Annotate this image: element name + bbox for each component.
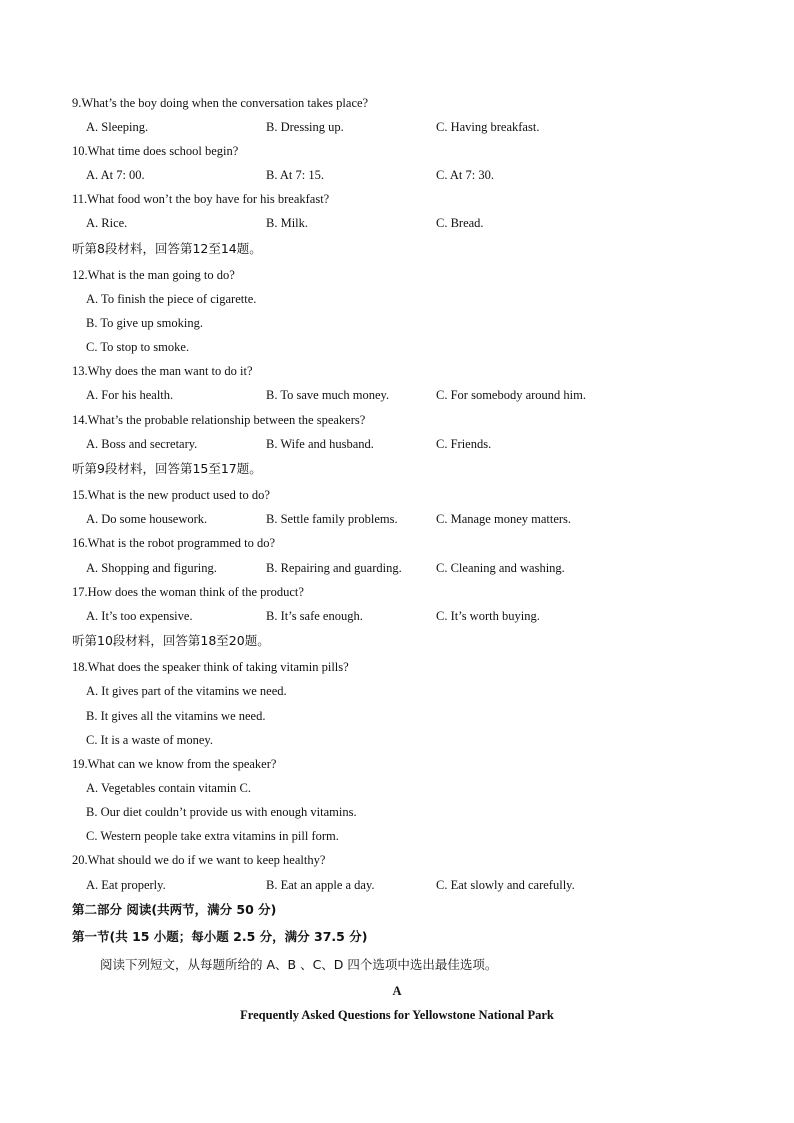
question-12: 12.What is the man going to do? — [72, 268, 235, 282]
options-13 — [0, 387, 794, 403]
part-2-heading: 第二部分 阅读(共两节，满分 50 分) — [72, 902, 277, 917]
section-9-heading: 听第9段材料，回答第15至17题。 — [72, 461, 262, 476]
option-c: C. Cleaning and washing. — [436, 561, 565, 575]
option-c: C. It is a waste of money. — [86, 733, 213, 747]
question-16: 16.What is the robot programmed to do? — [72, 536, 276, 550]
question-19: 19.What can we know from the speaker? — [72, 757, 277, 771]
question-17: 17.How does the woman think of the product? — [72, 585, 304, 599]
option-b: B. Our diet couldn’t provide us with enough vitamins. — [86, 805, 357, 819]
option-b: B. To save much money. — [266, 388, 390, 402]
options-11 — [0, 215, 794, 231]
options-10 — [0, 167, 794, 183]
option-c: C. To stop to smoke. — [86, 340, 190, 354]
option-b: B. Dressing up. — [266, 120, 344, 134]
option-c: C. Having breakfast. — [436, 120, 540, 134]
option-b: B. It’s safe enough. — [266, 609, 363, 623]
option-c: C. For somebody around him. — [436, 388, 586, 402]
option-a: A. It’s too expensive. — [86, 609, 193, 623]
options-15 — [0, 511, 794, 527]
option-b: B. Eat an apple a day. — [266, 878, 375, 892]
option-c: C. Eat slowly and carefully. — [436, 878, 575, 892]
option-b: B. Wife and husband. — [266, 437, 374, 451]
question-13: 13.Why does the man want to do it? — [72, 364, 253, 378]
options-14 — [0, 436, 794, 452]
options-9 — [0, 119, 794, 135]
passage-title: Frequently Asked Questions for Yellowstone National Park — [240, 1008, 554, 1022]
option-a: A. Vegetables contain vitamin C. — [86, 781, 252, 795]
option-c: C. Manage money matters. — [436, 512, 572, 526]
passage-letter: A — [392, 984, 402, 998]
option-c: C. Bread. — [436, 216, 484, 230]
question-9: 9.What’s the boy doing when the conversation takes place? — [72, 96, 369, 110]
options-16 — [0, 560, 794, 576]
option-c: C. It’s worth buying. — [436, 609, 540, 623]
options-20 — [0, 877, 794, 893]
question-18: 18.What does the speaker think of taking vitamin pills? — [72, 660, 349, 674]
question-20: 20.What should we do if we want to keep healthy? — [72, 853, 326, 867]
option-a: A. Shopping and figuring. — [86, 561, 217, 575]
option-a: A. Sleeping. — [86, 120, 149, 134]
option-b: B. Repairing and guarding. — [266, 561, 402, 575]
option-a: A. Boss and secretary. — [86, 437, 198, 451]
section-8-heading: 听第8段材料，回答第12至14题。 — [72, 241, 262, 256]
option-a: A. To finish the piece of cigarette. — [86, 292, 257, 306]
question-10: 10.What time does school begin? — [72, 144, 239, 158]
option-b: B. Milk. — [266, 216, 309, 230]
option-a: A. At 7: 00. — [86, 168, 145, 182]
option-a: A. For his health. — [86, 388, 174, 402]
option-a: A. Eat properly. — [86, 878, 166, 892]
option-b: B. At 7: 15. — [266, 168, 324, 182]
option-a: A. Rice. — [86, 216, 128, 230]
option-c: C. Western people take extra vitamins in pill form. — [86, 829, 339, 843]
option-a: A. Do some housework. — [86, 512, 208, 526]
option-b: B. It gives all the vitamins we need. — [86, 709, 266, 723]
reading-instruction: 阅读下列短文，从每题所给的 A、B 、C、D 四个选项中选出最佳选项。 — [100, 957, 498, 972]
section-10-heading: 听第10段材料，回答第18至20题。 — [72, 633, 270, 648]
option-a: A. It gives part of the vitamins we need. — [86, 684, 287, 698]
option-c: C. At 7: 30. — [436, 168, 494, 182]
option-b: B. Settle family problems. — [266, 512, 398, 526]
question-15: 15.What is the new product used to do? — [72, 488, 270, 502]
section-1-heading: 第一节(共 15 小题；每小题 2.5 分，满分 37.5 分) — [72, 929, 368, 944]
question-14: 14.What’s the probable relationship between the speakers? — [72, 413, 366, 427]
question-11: 11.What food won’t the boy have for his breakfast? — [72, 192, 330, 206]
option-c: C. Friends. — [436, 437, 492, 451]
options-17 — [0, 608, 794, 624]
option-b: B. To give up smoking. — [86, 316, 203, 330]
